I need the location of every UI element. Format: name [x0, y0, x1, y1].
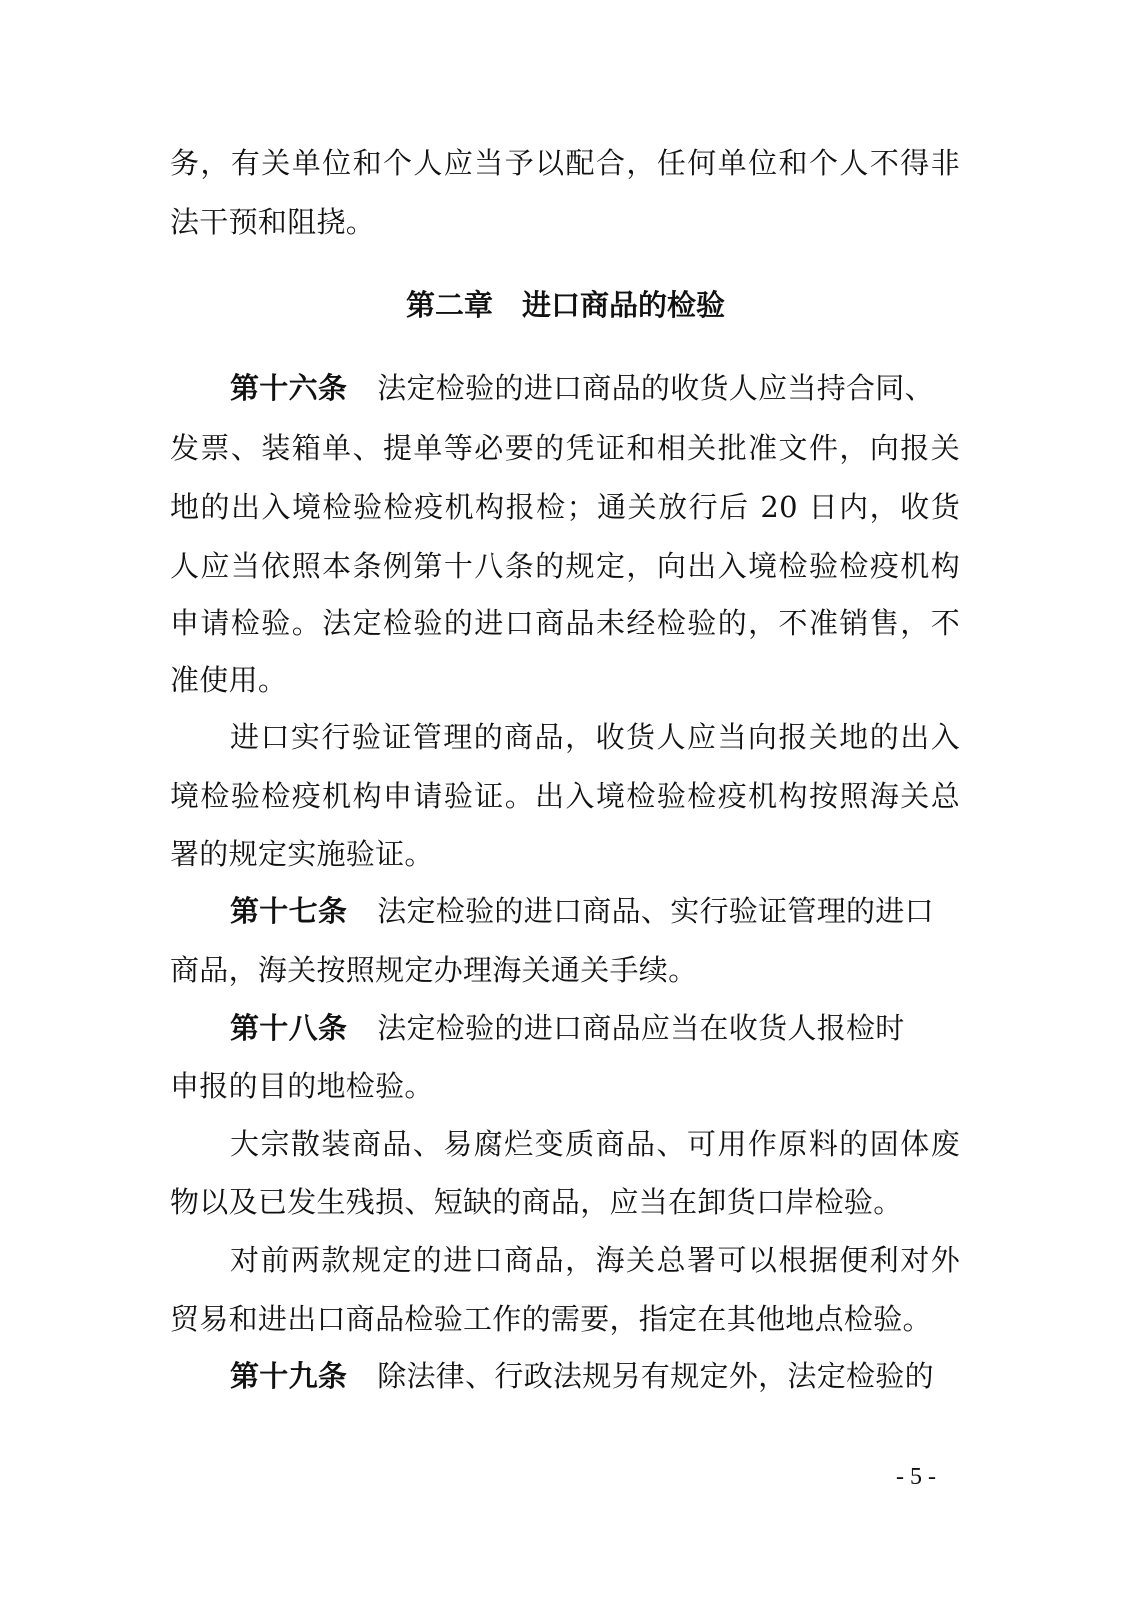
article-16-line: 申请检验。法定检验的进口商品未经检验的，不准销售，不	[170, 606, 960, 640]
continuation-line-1: 务，有关单位和个人应当予以配合，任何单位和个人不得非	[170, 146, 960, 180]
article-16-para-2-line: 境检验检疫机构申请验证。出入境检验检疫机构按照海关总	[170, 779, 960, 813]
article-18-para-3-line: 对前两款规定的进口商品，海关总署可以根据便利对外	[230, 1243, 960, 1277]
article-18-line: 申报的目的地检验。	[170, 1069, 434, 1103]
article-16-line: 准使用。	[170, 663, 288, 697]
article-17-line: 商品，海关按照规定办理海关通关手续。	[170, 953, 698, 987]
article-19-first-line	[230, 1356, 960, 1396]
chapter-title: 第二章 进口商品的检验	[405, 288, 725, 322]
article-18-first-line	[230, 1008, 960, 1048]
article-16-text: 法定检验的进口商品的收货人应当持合同、	[377, 371, 934, 405]
article-17-text: 法定检验的进口商品、实行验证管理的进口	[377, 894, 934, 928]
article-16-para-2-line: 署的规定实施验证。	[170, 837, 434, 871]
page-number: - 5 -	[896, 1464, 936, 1490]
article-18-para-3-line: 贸易和进出口商品检验工作的需要，指定在其他地点检验。	[170, 1302, 932, 1336]
article-16-first-line	[230, 368, 960, 408]
article-16-line: 发票、装箱单、提单等必要的凭证和相关批准文件，向报关	[170, 431, 960, 465]
article-19-number: 第十九条	[230, 1359, 348, 1393]
article-16-line: 人应当依照本条例第十八条的规定，向出入境检验检疫机构	[170, 549, 960, 583]
article-18-number: 第十八条	[230, 1011, 348, 1045]
continuation-line-2: 法干预和阻挠。	[170, 205, 376, 239]
article-18-para-2-line: 物以及已发生残损、短缺的商品，应当在卸货口岸检验。	[170, 1185, 903, 1219]
article-16-para-2-line: 进口实行验证管理的商品，收货人应当向报关地的出入	[230, 720, 960, 754]
article-16-number: 第十六条	[230, 371, 348, 405]
article-18-text: 法定检验的进口商品应当在收货人报检时	[377, 1011, 905, 1045]
article-16-line: 地的出入境检验检疫机构报检；通关放行后 20 日内，收货	[170, 490, 960, 524]
article-17-first-line	[230, 891, 960, 931]
article-19-text: 除法律、行政法规另有规定外，法定检验的	[377, 1359, 934, 1393]
article-17-number: 第十七条	[230, 894, 348, 928]
article-18-para-2-line: 大宗散装商品、易腐烂变质商品、可用作原料的固体废	[230, 1127, 960, 1161]
